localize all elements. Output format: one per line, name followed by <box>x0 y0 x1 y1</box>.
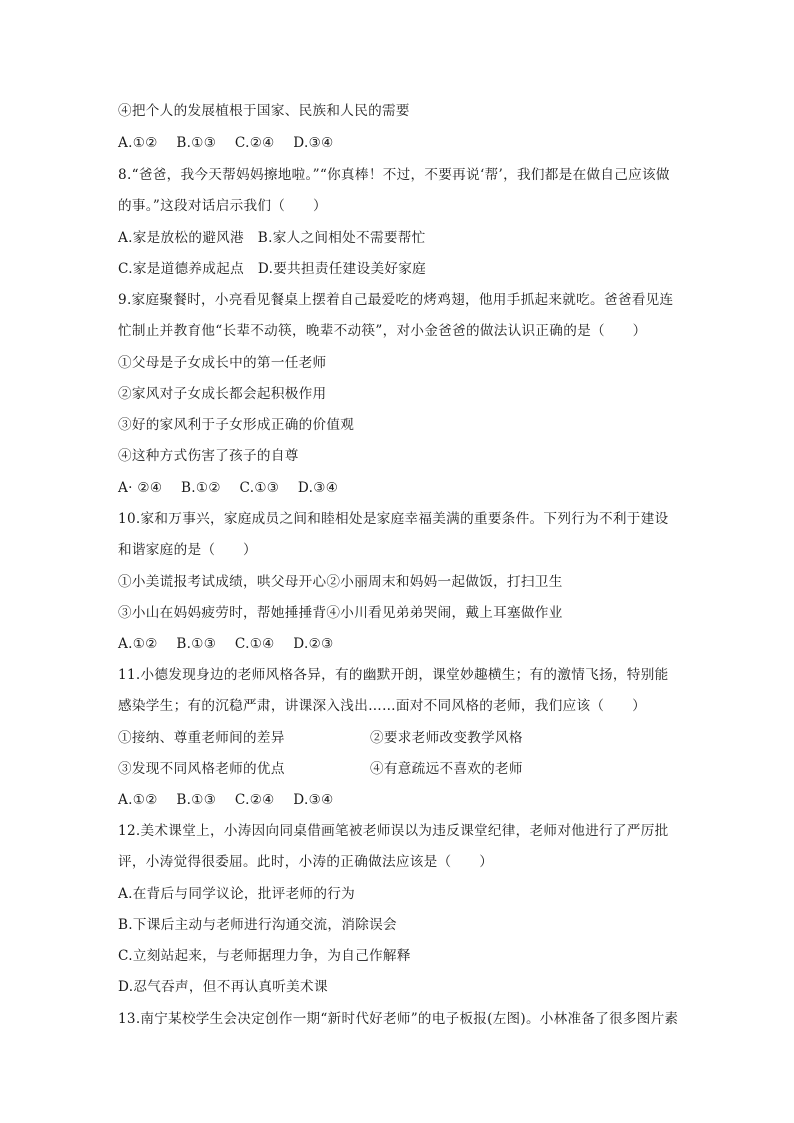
q11-options <box>118 790 348 810</box>
q11-stem-line1: 11.小德发现身边的老师风格各异，有的幽默开朗，课堂妙趣横生；有的激情飞扬，特别能 <box>118 667 669 683</box>
q13-stem-line1: 13.南宁某校学生会决定创作一期“新时代好老师”的电子板报(左图)。小林准备了很多图片素 <box>118 1011 679 1027</box>
q7-option-b: B.①③ <box>176 135 217 151</box>
q8-stem-line2: 的事。”这段对话启示我们（ ） <box>118 198 327 214</box>
q10-stem-line1: 10.家和万事兴，家庭成员之间和睦相处是家庭幸福美满的重要条件。下列行为不利于建设 <box>118 511 669 527</box>
q11-items-row2 <box>118 759 523 779</box>
q10-option-d: D.②③ <box>293 636 334 652</box>
q12-option-c: C.立刻站起来，与老师据理力争，为自己作解释 <box>118 948 411 964</box>
q11-option-c: C.②④ <box>234 792 275 808</box>
q12-stem-line1: 12.美术课堂上，小涛因向同桌借画笔被老师误以为违反课堂纪律，老师对他进行了严厉批 <box>118 823 669 839</box>
q8-option-cd: C.家是道德养成起点 D.要共担责任建设美好家庭 <box>118 261 427 277</box>
q9-stem-line1: 9.家庭聚餐时，小亮看见餐桌上摆着自己最爱吃的烤鸡翅，他用手抓起来就吃。爸爸看见连 <box>118 292 674 308</box>
q9-item4: ④这种方式伤害了孩子的自尊 <box>118 448 299 464</box>
q10-option-a: A.①② <box>118 636 158 652</box>
q10-items-line1: ①小美谎报考试成绩，哄父母开心②小丽周末和妈妈一起做饭，打扫卫生 <box>118 574 563 590</box>
q10-options <box>118 634 348 654</box>
q9-option-b: B.①② <box>180 480 221 496</box>
q10-stem-line2: 和谐家庭的是（ ） <box>118 542 257 558</box>
q11-option-b: B.①③ <box>176 792 217 808</box>
q12-option-a: A.在背后与同学议论，批评老师的行为 <box>118 886 356 902</box>
q7-option-a: A.①② <box>118 135 158 151</box>
q9-option-d: D.③④ <box>297 480 339 496</box>
q10-option-b: B.①③ <box>176 636 217 652</box>
q11-item4: ④有意疏远不喜欢的老师 <box>370 761 523 777</box>
q8-option-ab: A.家是放松的避风港 B.家人之间相处不需要帮忙 <box>118 230 426 246</box>
q9-option-c: C.①③ <box>239 480 280 496</box>
q11-stem-line2: 感染学生；有的沉稳严肃，讲课深入浅出……面对不同风格的老师，我们应该（ ） <box>118 698 646 714</box>
q9-options <box>118 478 352 498</box>
q11-option-a: A.①② <box>118 792 158 808</box>
q11-item3: ③发现不同风格老师的优点 <box>118 761 285 777</box>
q11-item1: ①接纳、尊重老师间的差异 <box>118 730 285 746</box>
q12-option-d: D.忍气吞声，但不再认真听美术课 <box>118 979 328 995</box>
q7-option-c: C.②④ <box>234 135 275 151</box>
q11-item2: ②要求老师改变教学风格 <box>370 730 523 746</box>
q9-item3: ③好的家风利于子女形成正确的价值观 <box>118 417 355 433</box>
q12-stem-line2: 评，小涛觉得很委屈。此时，小涛的正确做法应该是（ ） <box>118 854 494 870</box>
q7-option-d: D.③④ <box>293 135 334 151</box>
q7-options <box>118 133 348 153</box>
q12-option-b: B.下课后主动与老师进行沟通交流，消除误会 <box>118 917 397 933</box>
q10-option-c: C.①④ <box>234 636 275 652</box>
q8-stem-line1: 8.“爸爸，我今天帮妈妈擦地啦。”“你真棒！不过，不要再说‘帮’，我们都是在做自己应该做 <box>118 167 670 183</box>
q9-item1: ①父母是子女成长中的第一任老师 <box>118 355 327 371</box>
q7-item4: ④把个人的发展植根于国家、民族和人民的需要 <box>118 103 410 119</box>
q10-items-line2: ③小山在妈妈疲劳时，帮她捶捶背④小川看见弟弟哭闹，戴上耳塞做作业 <box>118 605 563 621</box>
q9-stem-line2: 忙制止并教育他“长辈不动筷，晚辈不动筷”，对小金爸爸的做法认识正确的是（ ） <box>118 323 647 339</box>
q9-item2: ②家风对子女成长都会起积极作用 <box>118 386 327 402</box>
q9-option-a: A· ②④ <box>118 480 163 496</box>
q11-items-row1 <box>118 728 523 748</box>
q11-option-d: D.③④ <box>293 792 334 808</box>
